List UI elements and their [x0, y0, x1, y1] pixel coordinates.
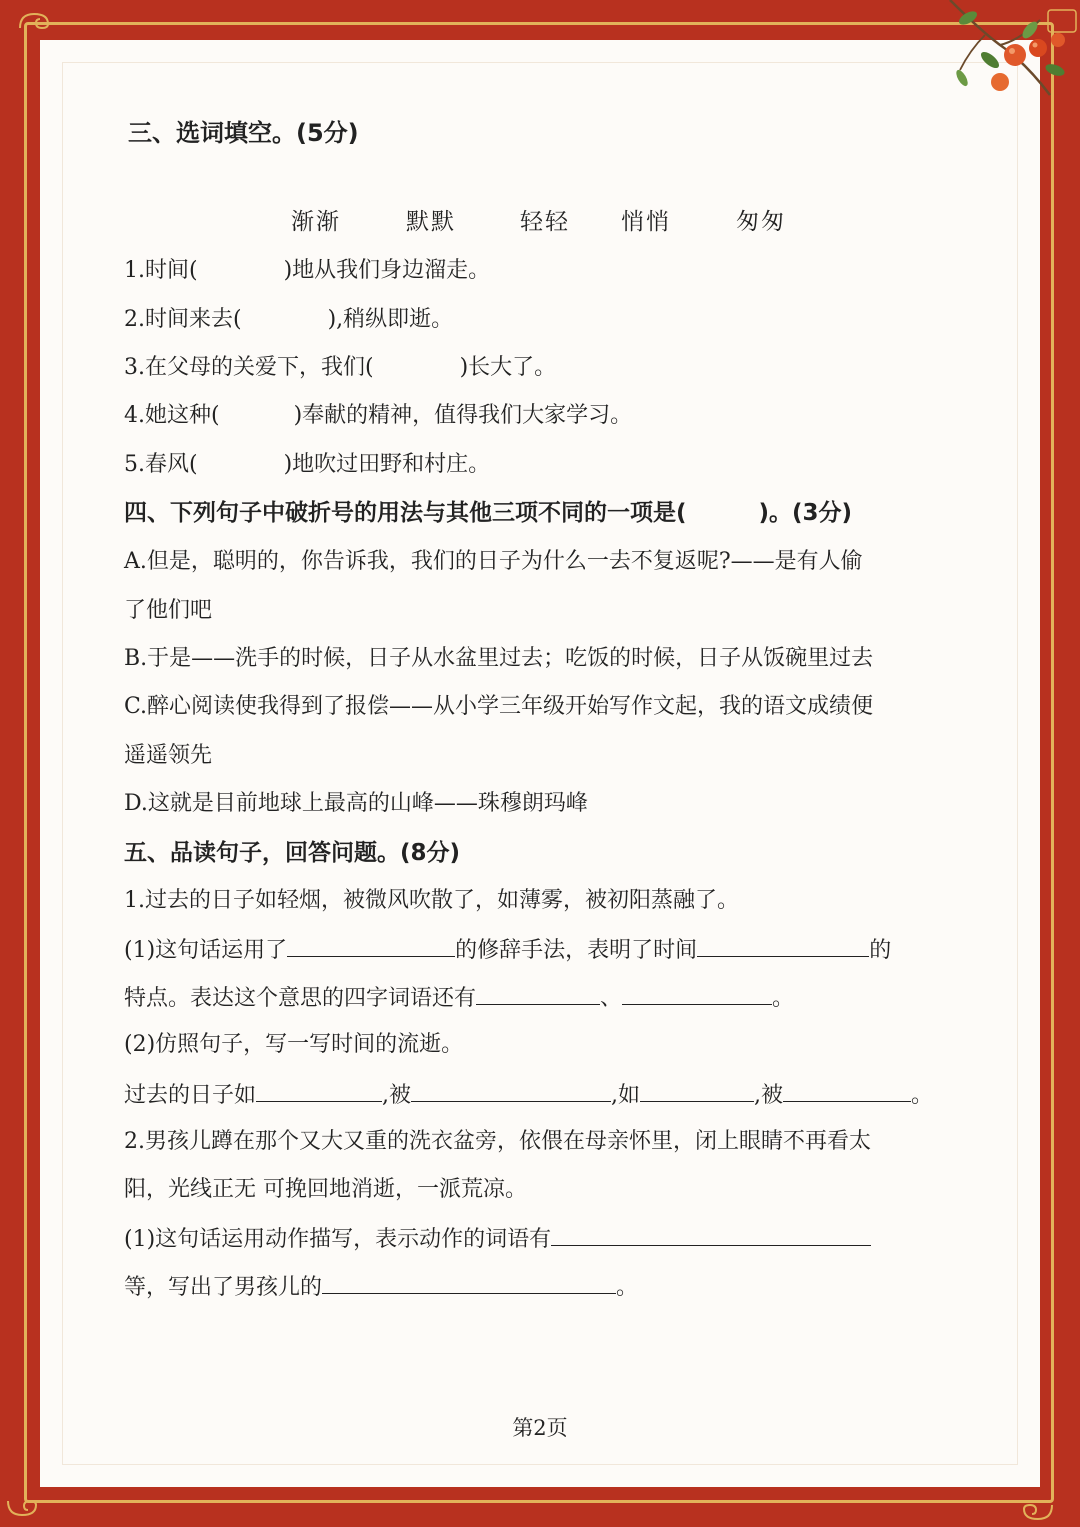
item-text: )地吹过田野和村庄。	[283, 452, 491, 477]
answer-line[interactable]	[622, 982, 772, 1005]
sub-question-text: 特点。表达这个意思的四字词语还有	[124, 986, 477, 1011]
sub-question-text: (1)这句话运用动作描写，表示动作的词语有	[124, 1227, 552, 1252]
separator: 、	[600, 986, 623, 1011]
option-c-line1: C.醉心阅读使我得到了报偿——从小学三年级开始写作文起，我的语文成绩便	[124, 694, 874, 719]
sub-question-text: 。	[772, 986, 795, 1011]
answer-line[interactable]	[476, 982, 600, 1005]
imitate-text: ,如	[611, 1083, 641, 1108]
word-bank-item: 默默	[406, 209, 456, 235]
option-a-line1: A.但是，聪明的，你告诉我，我们的日子为什么一去不复返呢?——是有人偷	[124, 549, 863, 574]
answer-line[interactable]	[783, 1079, 911, 1102]
item-text: 3.在父母的关爱下，我们(	[124, 355, 374, 380]
word-bank-item: 匆匆	[736, 209, 786, 235]
section3-title: 三、选词填空。(5分)	[128, 119, 359, 147]
option-a-line2: 了他们吧	[124, 598, 213, 623]
corner-ornament-icon	[18, 10, 52, 30]
q1-sub2: (2)仿照句子，写一写时间的流逝。	[124, 1032, 464, 1057]
word-bank-item: 轻轻	[520, 209, 570, 235]
item-text: ),稍纵即逝。	[327, 307, 454, 332]
q2-text-line2: 阳，光线正无 可挽回地消逝，一派荒凉。	[124, 1177, 527, 1202]
answer-line[interactable]	[322, 1271, 616, 1294]
q1-imitate-line	[124, 1079, 933, 1111]
item-text: 2.时间来去(	[124, 307, 242, 332]
word-bank-item: 悄悄	[621, 209, 671, 235]
imitate-text: 。	[911, 1083, 934, 1108]
corner-ornament-icon	[6, 1499, 40, 1519]
fill-item-5	[124, 450, 490, 480]
section4-title	[124, 498, 852, 528]
answer-line[interactable]	[697, 934, 869, 957]
q2-sub1-line1	[124, 1223, 871, 1255]
sub-question-text: 等，写出了男孩儿的	[124, 1275, 323, 1300]
word-bank-item: 渐渐	[291, 209, 341, 235]
q2-sub1-line2	[124, 1271, 638, 1303]
answer-line[interactable]	[256, 1079, 382, 1102]
q1-sub1-line2	[124, 982, 794, 1014]
answer-line[interactable]	[640, 1079, 754, 1102]
option-d: D.这就是目前地球上最高的山峰——珠穆朗玛峰	[124, 791, 588, 816]
item-text: )地从我们身边溜走。	[283, 258, 491, 283]
section5-title: 五、品读句子，回答问题。(8分)	[124, 840, 461, 866]
fill-item-3	[124, 353, 556, 383]
sub-question-text: 的修辞手法，表明了时间	[455, 938, 698, 963]
sub-question-text: 。	[616, 1275, 639, 1300]
page-number: 第2页	[512, 1416, 568, 1440]
item-text: 1.时间(	[124, 258, 198, 283]
answer-line[interactable]	[551, 1223, 871, 1246]
fill-item-4	[124, 401, 632, 431]
sub-question-text: 的	[869, 938, 892, 963]
q1-text: 1.过去的日子如轻烟，被微风吹散了，如薄雾，被初阳蒸融了。	[124, 888, 739, 913]
sub-question-text: (1)这句话运用了	[124, 938, 288, 963]
item-text: )长大了。	[459, 355, 557, 380]
item-text: 4.她这种(	[124, 403, 220, 428]
fill-item-2	[124, 305, 453, 335]
answer-line[interactable]	[411, 1079, 611, 1102]
option-c-line2: 遥遥领先	[124, 743, 213, 768]
corner-ornament-icon	[1020, 1503, 1054, 1523]
section4-title-text: 四、下列句子中破折号的用法与其他三项不同的一项是(	[124, 500, 687, 526]
answer-line[interactable]	[287, 934, 455, 957]
q2-text-line1: 2.男孩儿蹲在那个又大又重的洗衣盆旁，依偎在母亲怀里，闭上眼睛不再看太	[124, 1129, 871, 1154]
q1-sub1-line1	[124, 934, 891, 966]
option-b: B.于是——洗手的时候，日子从水盆里过去；吃饭的时候，日子从饭碗里过去	[124, 646, 874, 671]
item-text: 5.春风(	[124, 452, 198, 477]
persimmon-branch-icon	[930, 0, 1080, 118]
word-bank	[0, 207, 1080, 239]
fill-item-1	[124, 256, 490, 286]
section4-title-text: )。(3分)	[758, 500, 853, 526]
imitate-text: 过去的日子如	[124, 1083, 257, 1108]
imitate-text: ,被	[382, 1083, 412, 1108]
imitate-text: ,被	[754, 1083, 784, 1108]
item-text: )奉献的精神，值得我们大家学习。	[293, 403, 633, 428]
